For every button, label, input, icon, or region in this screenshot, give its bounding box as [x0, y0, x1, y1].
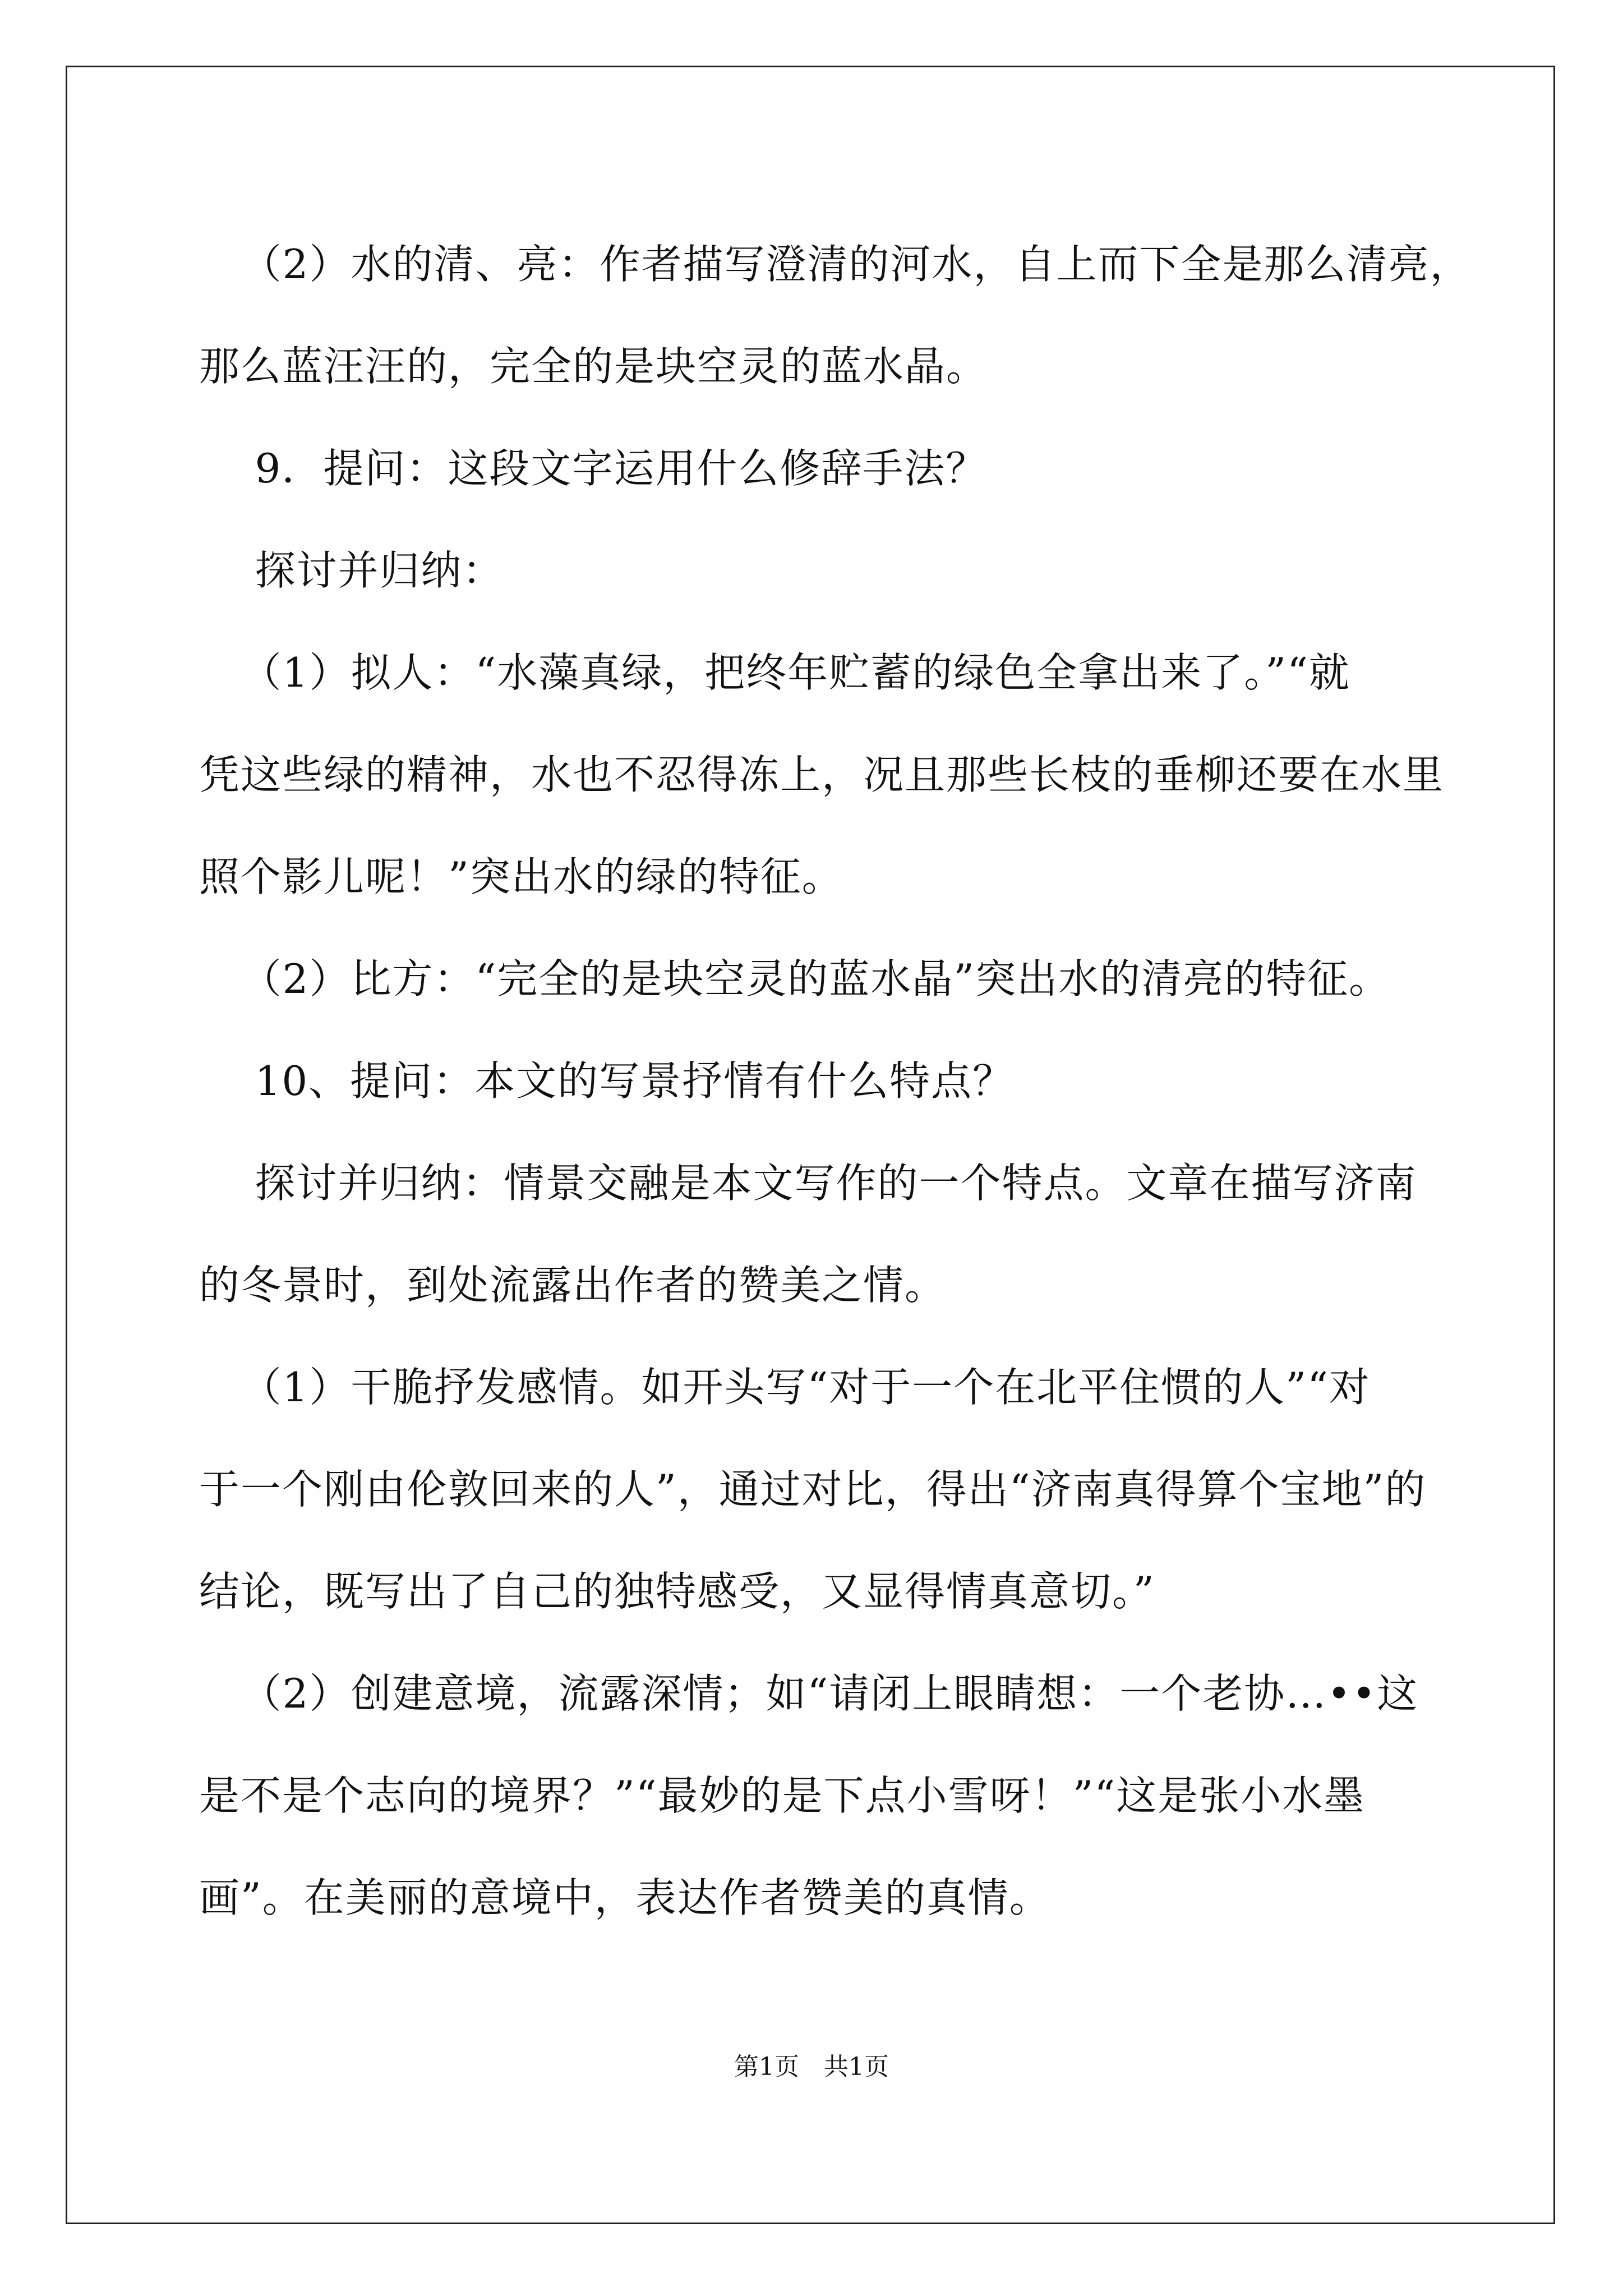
- paragraph-line: （2）创建意境，流露深情；如“请闭上眼睛想：一个老协…••这: [199, 1670, 1419, 1717]
- paragraph-line: （2）比方：“完全的是块空灵的蓝水晶”突出水的清亮的特征。: [199, 955, 1391, 1002]
- paragraph-line: 于一个刚由伦敦回来的人”，通过对比，得出“济南真得算个宝地”的: [199, 1466, 1427, 1513]
- paragraph-line: 照个影儿呢！”突出水的绿的特征。: [199, 853, 843, 900]
- paragraph-line: （1）干脆抒发感情。如开头写“对于一个在北平住惯的人”“对: [199, 1364, 1371, 1411]
- paragraph-line: 探讨并归纳：: [199, 547, 504, 594]
- document-body: [199, 213, 1472, 1949]
- paragraph-line: 探讨并归纳：情景交融是本文写作的一个特点。文章在描写济南: [199, 1159, 1417, 1207]
- paragraph-line: 画”。在美丽的意境中，表达作者赞美的真情。: [199, 1874, 1051, 1921]
- paragraph-line: 是不是个志向的境界？”“最妙的是下点小雪呀！”“这是张小水墨: [199, 1772, 1366, 1819]
- paragraph-line: 的冬景时，到处流露出作者的赞美之情。: [199, 1262, 947, 1309]
- paragraph-line: 结论，既写出了自己的独特感受，又显得情真意切。”: [199, 1568, 1155, 1615]
- page-number-footer: 第1页 共1页: [734, 2053, 889, 2081]
- paragraph-line: 那么蓝汪汪的，完全的是块空灵的蓝水晶。: [199, 343, 988, 390]
- paragraph-line: 10、提问：本文的写景抒情有什么特点？: [199, 1057, 1015, 1105]
- paragraph-line: （2）水的清、亮：作者描写澄清的河水，自上而下全是那么清亮，: [199, 241, 1472, 288]
- paragraph-line: 9．提问：这段文字运用什么修辞手法？: [199, 445, 988, 492]
- paragraph-line: 凭这些绿的精神，水也不忍得冻上，况且那些长枝的垂柳还要在水里: [199, 751, 1445, 798]
- paragraph-line: （1）拟人：“水藻真绿，把终年贮蓄的绿色全拿出来了。”“就: [199, 649, 1350, 696]
